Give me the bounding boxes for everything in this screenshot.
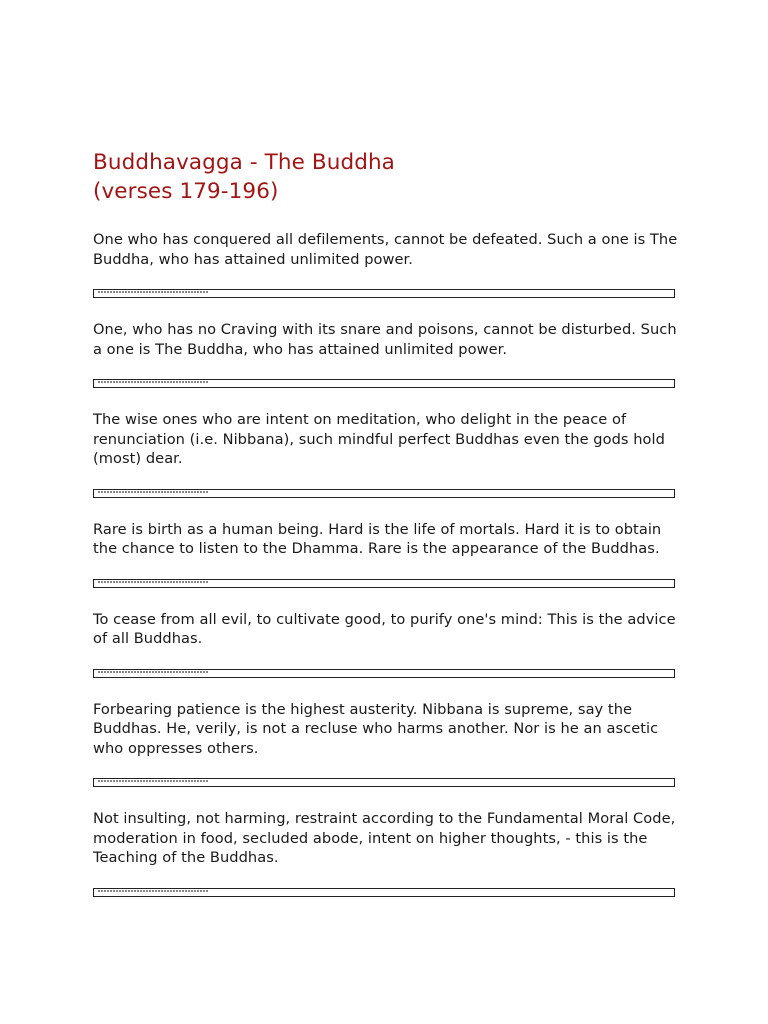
document-page: [93, 148, 683, 919]
verse-separator: [93, 379, 675, 388]
verse-separator: [93, 669, 675, 678]
separator-fine-print: [98, 291, 208, 293]
verse-separator: [93, 489, 675, 498]
separator-fine-print: [98, 491, 208, 493]
separator-fine-print: [98, 780, 208, 782]
separator-fine-print: [98, 890, 208, 892]
verse-6: Forbearing patience is the highest austerity. Nibbana is supreme, say the Buddhas. He, verily, is not a recluse who harms another. Nor is he an ascetic who oppresses others.: [93, 700, 659, 757]
verse-separator: [93, 888, 675, 897]
verse-separator: [93, 579, 675, 588]
separator-fine-print: [98, 581, 208, 583]
verse-7: Not insulting, not harming, restraint according to the Fundamental Moral Code, moderation in food, secluded abode, intent on higher thoughts, - this is the Teaching of the Buddhas.: [93, 810, 676, 866]
title-line-1: Buddhavagga - The Buddha: [93, 150, 395, 175]
verse-1: One who has conquered all defilements, cannot be defeated. Such a one is The Buddha, who has attained unlimited power.: [93, 231, 678, 268]
verse-separator: [93, 778, 675, 787]
separator-fine-print: [98, 381, 208, 383]
verse-3: The wise ones who are intent on meditation, who delight in the peace of renunciation (i.e. Nibbana), such mindful perfect Buddhas even the gods hold (most) dear.: [93, 411, 665, 467]
page-title: [93, 148, 683, 206]
verse-separator: [93, 289, 675, 298]
title-line-2: (verses 179-196): [93, 179, 279, 204]
verse-4: Rare is birth as a human being. Hard is the life of mortals. Hard it is to obtain the chance to listen to the Dhamma. Rare is the appearance of the Buddhas.: [93, 520, 662, 557]
separator-fine-print: [98, 671, 208, 673]
verse-2: One, who has no Craving with its snare and poisons, cannot be disturbed. Such a one is The Buddha, who has attained unlimited power.: [93, 321, 677, 358]
verse-5: To cease from all evil, to cultivate good, to purify one's mind: This is the advice of all Buddhas.: [93, 610, 676, 647]
